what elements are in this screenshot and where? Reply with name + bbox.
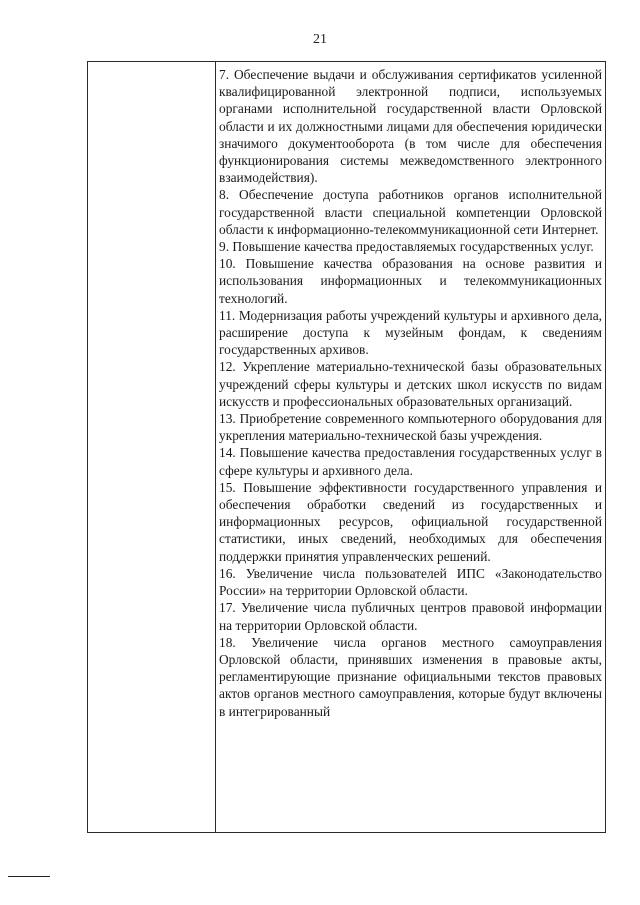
footnote-separator (8, 876, 50, 877)
list-item: 18. Увеличение числа органов местного самоуправления Орловской области, принявших изменения в правовые акты, регламентирующие признание официальными текстов правовых актов органов местного самоуправления, которые будут включены в интегрированный (219, 634, 602, 719)
list-item: 8. Обеспечение доступа работников органов исполнительной государственной власти специальной компетенции Орловской области к информационно-телекоммуникационной сети Интернет. (219, 187, 602, 237)
list-item: 10. Повышение качества образования на основе развития и использования информационных и телекоммуникационных технологий. (219, 256, 602, 306)
list-item: 11. Модернизация работы учреждений культуры и архивного дела, расширение доступа к музейным фондам, к сведениям государственных архивов. (219, 307, 602, 358)
table-left-column (88, 62, 216, 832)
list-item: 17. Увеличение числа публичных центров правовой информации на территории Орловской области. (219, 600, 602, 633)
page-number: 21 (313, 32, 327, 47)
list-item: 16. Увеличение числа пользователей ИПС «Законодательство России» на территории Орловской области. (219, 565, 602, 599)
list-item: 14. Повышение качества предоставления государственных услуг в сфере культуры и архивного дела. (219, 445, 602, 478)
list-item: 12. Укрепление материально-технической базы образовательных учреждений сферы культуры и детских школ искусств по видам искусств и профессиональных образовательных организаций. (219, 359, 602, 409)
table-right-column (216, 66, 604, 831)
list-item: 7. Обеспечение выдачи и обслуживания сертификатов усиленной квалифицированной электронной подписи, используемых органами исполнительной государственной власти Орловской области и их должностными лицами для обеспечения юридически значимого документооборота (в том числе для обеспечения функционирования системы межведомственного электронного взаимодействия). (219, 67, 602, 186)
list-item: 13. Приобретение современного компьютерного оборудования для укрепления материально-технической базы учреждения. (219, 411, 602, 444)
document-table (87, 61, 606, 833)
list-item: 9. Повышение качества предоставляемых государственных услуг. (219, 239, 594, 255)
list-item: 15. Повышение эффективности государственного управления и обеспечения обработки сведений из государственных и информационных ресурсов, официальной государственной статистики, иных сведений, необходимых для обеспечения поддержки принятия управленческих решений. (219, 479, 602, 564)
